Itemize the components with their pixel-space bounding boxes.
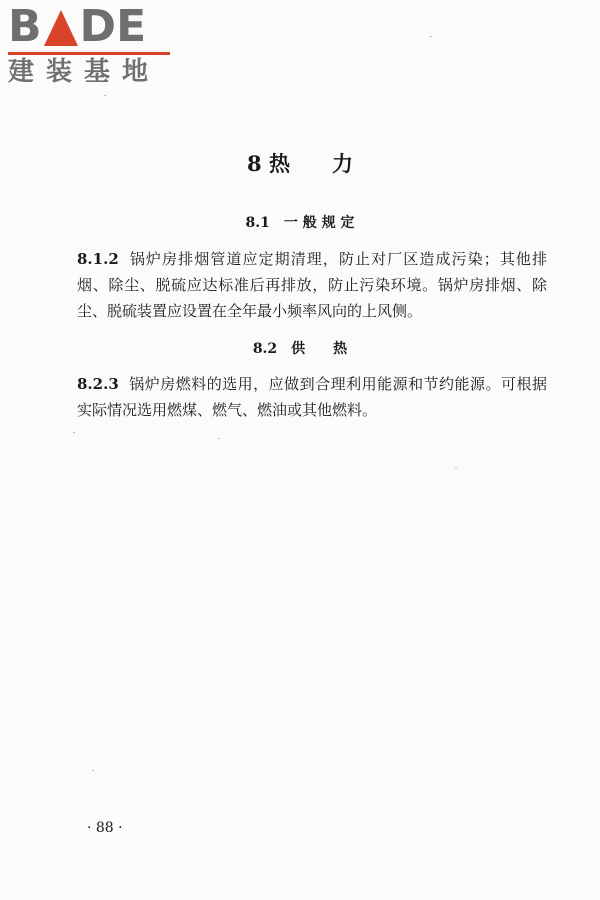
logo-underline: [8, 52, 170, 55]
clause-text: 锅炉房排烟管道应定期清理，防止对厂区造成污染；其他排烟、除尘、脱硫应达标准后再排放，防止污染环境。锅炉房排烟、除尘、脱硫装置应设置在全年最小频率风向的上风侧。: [77, 250, 547, 320]
scan-speck: [218, 438, 220, 439]
logo-wordmark: [8, 1, 178, 52]
logo-chinese-name: 建装基地: [8, 57, 161, 87]
scan-speck: [73, 432, 75, 433]
logo-letter-b: B: [8, 1, 42, 52]
bade-logo: [8, 1, 178, 87]
chapter-title: 8 热 力: [247, 151, 353, 176]
clause-8-2-3: [77, 371, 547, 423]
scan-speck: [430, 36, 432, 37]
logo-letters-de: DE: [79, 1, 147, 52]
clause-number: 8.2.3: [77, 375, 119, 393]
clause-8-1-2: [77, 246, 547, 324]
clause-number: 8.1.2: [77, 250, 119, 268]
scan-speck: [92, 770, 94, 771]
scan-speck: [104, 95, 106, 96]
logo-triangle-icon: [44, 10, 78, 46]
clause-text: 锅炉房燃料的选用，应做到合理利用能源和节约能源。可根据实际情况选用燃煤、燃气、燃油或其他燃料。: [77, 375, 547, 419]
section-title-8-1: 8.1 一 般 规 定: [245, 215, 355, 231]
section-title-8-2: 8.2 供 热: [252, 341, 348, 357]
scan-speck: [455, 468, 457, 469]
page-number: · 88 ·: [87, 820, 123, 836]
